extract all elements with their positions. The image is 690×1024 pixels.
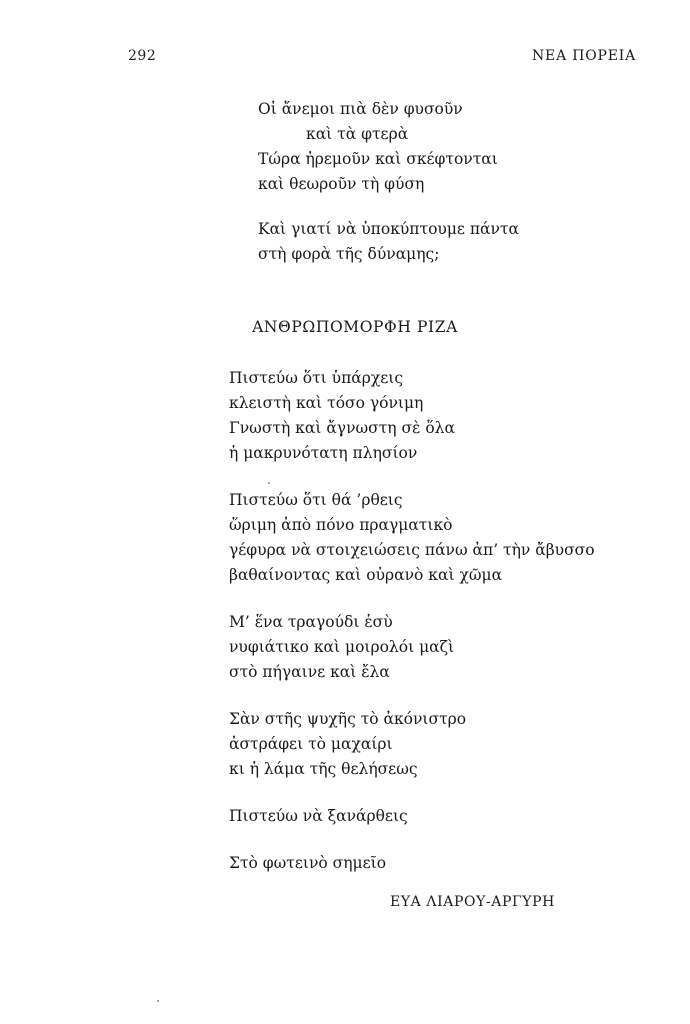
verse-line: Πιστεύω ὅτι θά ’ρθεις (229, 491, 403, 509)
verse-line: Πιστεύω ὅτι ὑπάρχεις (229, 369, 404, 387)
stanza (229, 707, 595, 782)
verse-line: Πιστεύω νὰ ξανάρθεις (229, 807, 408, 825)
verse-line: βαθαίνοντας καὶ οὐρανὸ καὶ χῶμα (229, 566, 503, 584)
verse-line: Στὸ φωτεινὸ σημεῖο (229, 854, 387, 872)
verse-line: καὶ τὰ φτερὰ (306, 125, 409, 143)
stanza (229, 366, 595, 466)
stanza-break (229, 829, 595, 851)
stanza (229, 488, 595, 588)
page-header (0, 48, 690, 72)
verse-line: στὴ φορὰ τῆς δύναμης; (258, 245, 440, 263)
scan-speck (268, 482, 270, 484)
poem-title: ΑΝΘΡΩΠΟΜΟΡΦΗ ΡΙΖΑ (252, 318, 458, 336)
stanza (229, 610, 595, 685)
stanza-break (229, 782, 595, 804)
poem-first (258, 97, 519, 267)
stanza-break (258, 197, 519, 217)
stanza-break (229, 466, 595, 488)
stanza-break (229, 588, 595, 610)
stanza (229, 804, 595, 829)
page-number: 292 (128, 48, 157, 64)
author-signature: ΕΥΑ ΛΙΑΡΟΥ-ΑΡΓΥΡΗ (390, 894, 555, 910)
journal-title: ΝΕΑ ΠΟΡΕΙΑ (532, 48, 636, 64)
verse-line: Τώρα ἠρεμοῦν καὶ σκέφτονται (258, 150, 498, 168)
stanza (258, 97, 519, 197)
verse-line: Γνωστὴ καὶ ἄγνωστη σὲ ὅλα (229, 419, 455, 437)
verse-line: κι ἡ λάμα τῆς θελήσεως (229, 760, 418, 778)
verse-line: Μ’ ἕνα τραγούδι ἐσὺ (229, 613, 393, 631)
stanza (229, 851, 595, 876)
verse-line: Καὶ γιατί νὰ ὑποκύπτουμε πάντα (258, 220, 519, 238)
verse-line: νυφιάτικο καὶ μοιρολόι μαζὶ (229, 638, 455, 656)
poem-second (229, 366, 595, 876)
verse-line: ἀστράφει τὸ μαχαίρι (229, 735, 393, 753)
verse-line: καὶ θεωροῦν τὴ φύση (258, 175, 425, 193)
scan-speck (157, 1000, 159, 1002)
stanza (258, 217, 519, 267)
verse-line: γέφυρα νὰ στοιχειώσεις πάνω ἀπ’ τὴν ἄβυσσο (229, 541, 595, 559)
verse-line: Σὰν στῆς ψυχῆς τὸ ἀκόνιστρο (229, 710, 467, 728)
verse-line: Οἱ ἄνεμοι πιὰ δὲν φυσοῦν (258, 100, 463, 118)
stanza-break (229, 685, 595, 707)
verse-line: κλειστὴ καὶ τόσο γόνιμη (229, 394, 424, 412)
verse-line: στὸ πήγαινε καὶ ἔλα (229, 663, 390, 681)
verse-line: ἡ μακρυνότατη πλησίον (229, 444, 418, 462)
verse-line: ὥριμη ἀπὸ πόνο πραγματικὸ (229, 516, 453, 534)
